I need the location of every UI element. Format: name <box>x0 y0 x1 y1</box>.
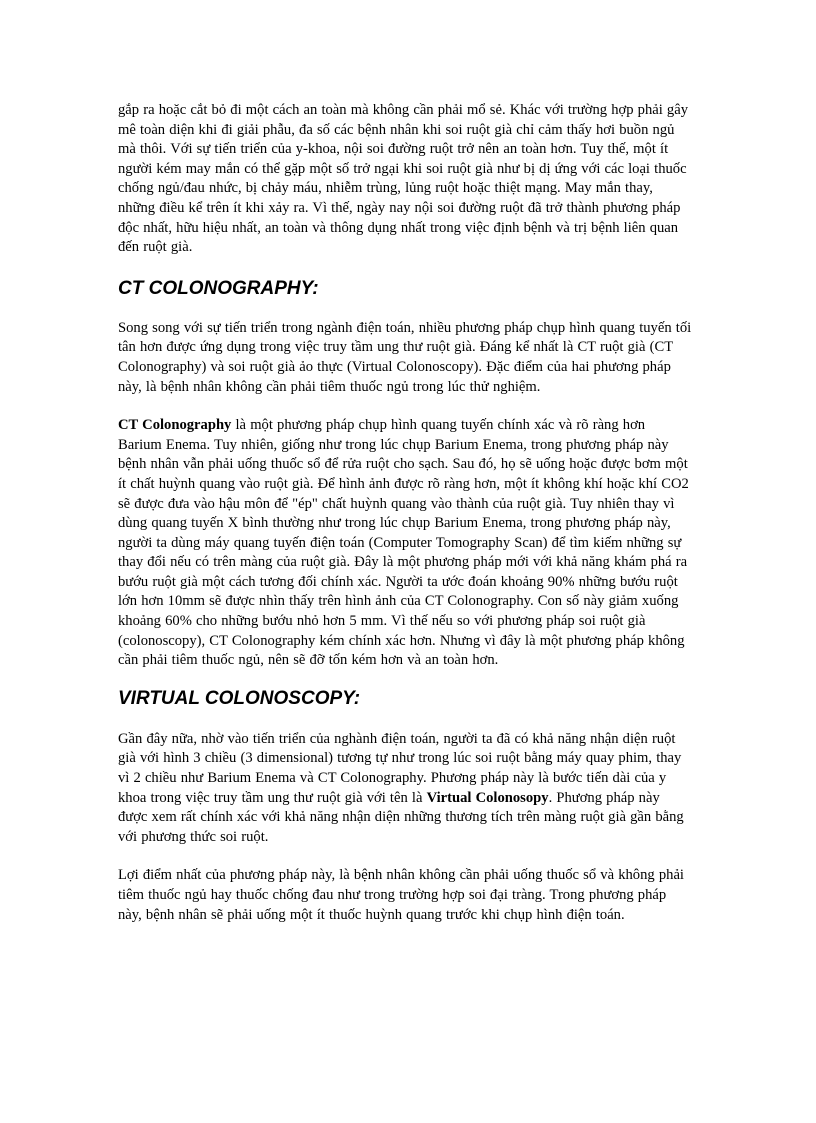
paragraph-virtual-advantages: Lợi điểm nhất của phương pháp này, là bệnh nhân không cần phải uống thuốc sổ và không phải tiêm thuốc ngủ hay thuốc chống đau như trong trường hợp soi đại tràng. Trong phương pháp này, bệnh nhân sẽ phải uống một ít thuốc huỳnh quang trước khi chụp hình điện toán. <box>118 867 684 923</box>
heading-ct-colonography: CT COLONOGRAPHY: <box>118 277 319 299</box>
paragraph-virtual-text-1: Gần đây nữa, nhờ vào tiến triển của nghành điện toán, người ta đã có khả năng nhận diện ruột già với hình 3 chiều (3 dimensional) tương tự như trong lúc soi ruột bằng máy quay phim, thay vì 2 chiều như Barium Enema và CT Colonography. Phương pháp này là bước tiến dài của y khoa trong việc truy tầm ung thư ruột già với tên là <box>118 730 682 806</box>
paragraph-ct-details <box>118 416 692 671</box>
paragraph-virtual-overview <box>118 730 692 848</box>
paragraph-ct-details-text: là một phương pháp chụp hình quang tuyến chính xác và rõ ràng hơn Barium Enema. Tuy nhiên, giống như trong lúc chụp Barium Enema, trong phương pháp này bệnh nhân vẫn phải uống thuốc sổ để rửa ruột cho sạch. Sau đó, họ sẽ uống hoặc được bơm một ít chất huỳnh quang vào ruột già. Để hình ảnh được rõ ràng hơn, một ít không khí hoặc khí CO2 sẽ được đưa vào hậu môn để "ép" chất huỳnh quang vào thành của ruột già. Tuy nhiên thay vì dùng quang tuyến X bình thường như trong lúc chụp Barium Enema, trong phương pháp này, người ta dùng máy quang tuyến điện toán (Computer Tomography Scan) để tìm kiếm những sự thay đổi nếu có trên màng của ruột già. Đây là một phương pháp mới với khả năng khám phá ra bướu ruột già một cách tương đối chính xác. Người ta ước đoán khoảng 90% những bướu ruột lớn hơn 10mm sẽ được nhìn thấy trên hình ảnh của CT Colonography. Con số này giảm xuống khoảng 60% cho những bướu nhỏ hơn 5 mm. Vì thế nếu so với phương pháp soi ruột già (colonoscopy), CT Colonography kém chính xác hơn. Nhưng vì đây là một phương pháp không cần phải tiêm thuốc ngủ, nên sẽ đỡ tốn kém hơn và an toàn hơn. <box>118 417 689 669</box>
paragraph-intro: gắp ra hoặc cắt bỏ đi một cách an toàn mà không cần phải mổ sẻ. Khác với trường hợp phải gây mê toàn diện khi đi giải phẫu, đa số các bệnh nhân khi soi ruột già chỉ cảm thấy hơi buồn ngủ mà thôi. Với sự tiến triển của y-khoa, nội soi đường ruột trở nên an toàn hơn. Tuy thế, một ít người kém may mắn có thể gặp một số trở ngại khi soi ruột già như bị dị ứng với các loại thuốc chống ngủ/đau nhức, bị chảy máu, nhiễm trùng, lủng ruột hoặc thiệt mạng. May mắn thay, những điều kể trên ít khi xảy ra. Vì thế, ngày nay nội soi đường ruột đã trở thành phương pháp độc nhất, hữu hiệu nhất, an toàn và thông dụng nhất trong việc định bệnh và trị bệnh liên quan đến ruột già. <box>118 102 689 256</box>
paragraph-ct-overview: Song song với sự tiến triển trong ngành điện toán, nhiều phương pháp chụp hình quang tuyến tối tân hơn được ứng dụng trong việc truy tầm ung thư ruột già. Đáng kể nhất là CT ruột già (CT Colonography) và soi ruột già ảo thực (Virtual Colonoscopy). Đặc điểm của hai phương pháp này, là bệnh nhân không cần phải tiêm thuốc ngủ trong lúc thử nghiệm. <box>118 319 692 395</box>
bold-term-virtual-colonosopy: Virtual Colonosopy <box>426 789 549 806</box>
paragraph-virtual-text-2: . Phương pháp này được xem rất chính xác với khả năng nhận diện những thương tích trên màng ruột già gần bằng với phương thức soi ruột. <box>118 789 684 845</box>
document-page <box>118 101 692 925</box>
bold-term-ct-colonography: CT Colonography <box>118 417 232 434</box>
heading-virtual-colonoscopy: VIRTUAL COLONOSCOPY: <box>118 687 361 709</box>
